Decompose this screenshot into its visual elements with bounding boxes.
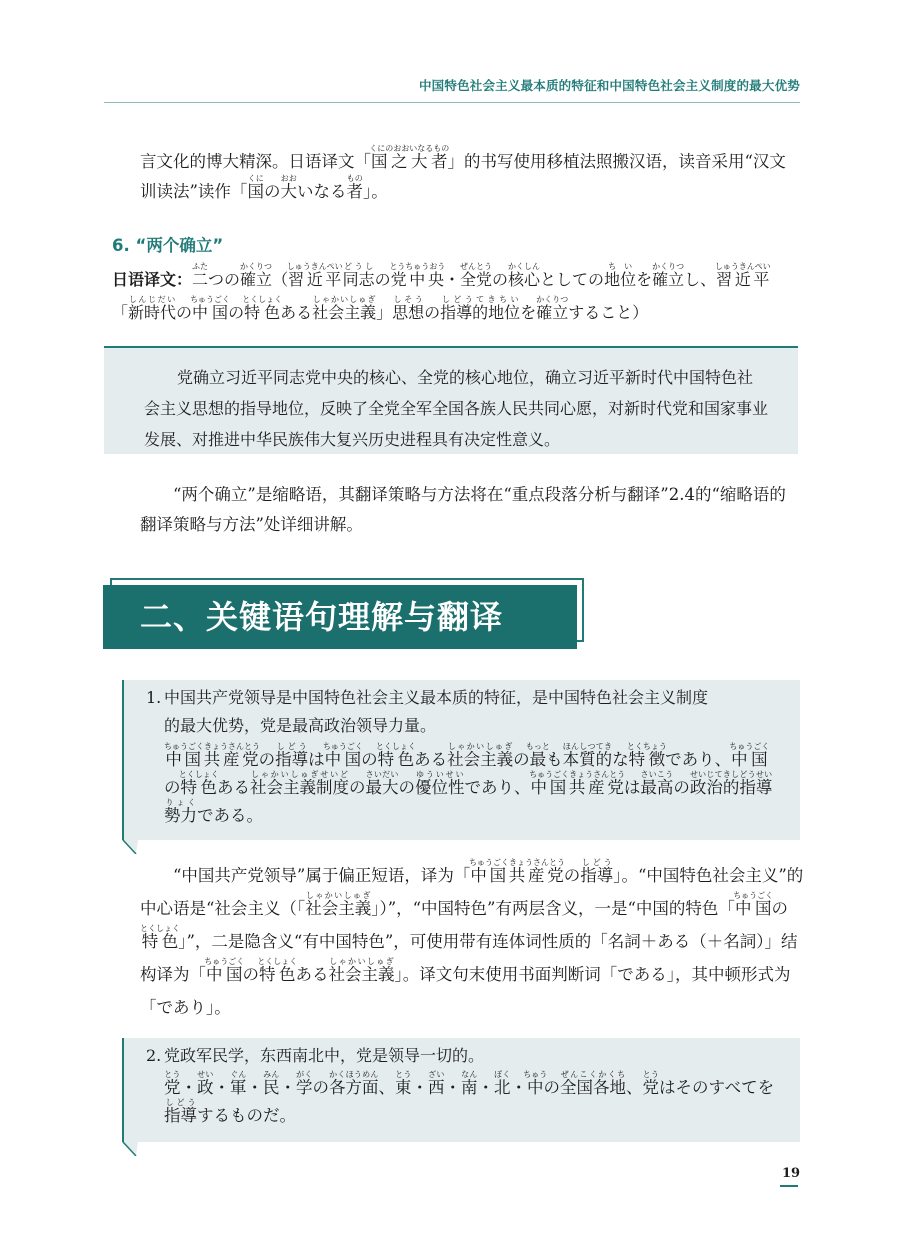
item-number: 1. [146, 688, 162, 707]
running-head: 中国特色社会主义最本质的特征和中国特色社会主义制度的最大优势 [418, 78, 800, 93]
page-number: 19 [782, 1166, 801, 1181]
paragraph-abbreviation: “两个确立”是缩略语，其翻译策略与方法将在“重点段落分析与翻译”2.4的“缩略语的翻译策略与方法”处详细讲解。 [140, 485, 786, 534]
example-chinese: 1. 中国共产党领导是中国特色社会主义最本质的特征，是中国特色社会主义制度 的最大优势，党是最高政治领导力量。 [146, 684, 766, 740]
quote-box [104, 346, 798, 454]
section-title: 二、关键语句理解与翻译 [140, 598, 504, 636]
header-rule [104, 102, 800, 103]
page-number-rule [780, 1185, 798, 1187]
bubble-tail [122, 1142, 138, 1156]
quote-text: 党确立习近平同志党中央的核心、全党的核心地位，确立习近平新时代中国特色社会主义思想的指导地位，反映了全党全军全国各族人民共同心愿，对新时代党和国家事业发展、对推进中华民族伟大复兴历史进程具有决定性意义。 [144, 368, 769, 449]
paragraph-continued: 言文化的博大精深。日语译文「国之大者くにのおおいなるもの」的书写使用移植法照搬汉语，读音采用“汉文训读法”读作「国くにの大おおいなる者もの」。 [140, 144, 786, 201]
translation-label: 日语译文： [112, 270, 193, 289]
example-japanese: 中国共産党ちゅうごくきょうさんとうの指導しどうは中国ちゅうごくの特色とくしょくある社会主義しゃかいしゅぎの最もっとも本質的ほんしつてきな特徴とくちょうであり、中国ちゅうごくの特色とくしょくある社会主義制度しゃかいしゅぎせいどの最大さいだいの優位性ゆういせいであり、中国共産党ちゅうごくきょうさんとうは最高さいこうの政治的指導勢力せいじてきしどうせいりょくである。 [164, 742, 773, 825]
example-chinese: 2. 党政军民学，东西南北中，党是领导一切的。 [146, 1042, 484, 1070]
japanese-translation-6: 日语译文：二ふたつの確立かくりつ（習近平しゅうきんぺい同志どうしの党中央とうちゅうおう・全党ぜんとうの核心かくしんとしての地位ちいを確立かくりつし、習近平しゅうきんぺい「新時代しんじだいの中国ちゅうごくの特色とくしょくある社会主義しゃかいしゅぎ」思想しそうの指導的地位しどうてきちいを確立かくりつすること） [112, 262, 771, 322]
paragraph-explanation: “中国共产党领导”属于偏正短语，译为「中国共産党ちゅうごくきょうさんとうの指導しどう」。“中国特色社会主义”的中心语是“社会主义（「社会主義しゃかいしゅぎ」）”，“中国特色”有两层含义，一是“中国的特色「中国ちゅうごくの特色とくしょく」”，二是隐含义“有中国特色”，可使用带有连体词性质的「名詞＋ある（＋名詞）」结构译为「中国ちゅうごくの特色とくしょくある社会主義しゃかいしゅぎ」。译文句末使用书面判断词「である」，其中顿形式为「であり」。 [140, 858, 804, 1017]
example-bubble-2 [122, 1038, 800, 1142]
ruby-word: 国之大者くにのおおいなるもの [369, 144, 450, 171]
bubble-tail [122, 840, 138, 854]
example-bubble-1 [122, 680, 800, 840]
example-japanese: 党とう・政せい・軍ぐん・民みん・学がくの各方面かくほうめん、東とう・西ざい・南なん・北ぼく・中ちゅうの全国各地ぜんこくかくち、党とうはそのすべてを指導しどうするものだ。 [164, 1070, 775, 1125]
item-number: 2. [146, 1046, 162, 1065]
section-heading-6: 6. “两个确立” [112, 236, 224, 255]
